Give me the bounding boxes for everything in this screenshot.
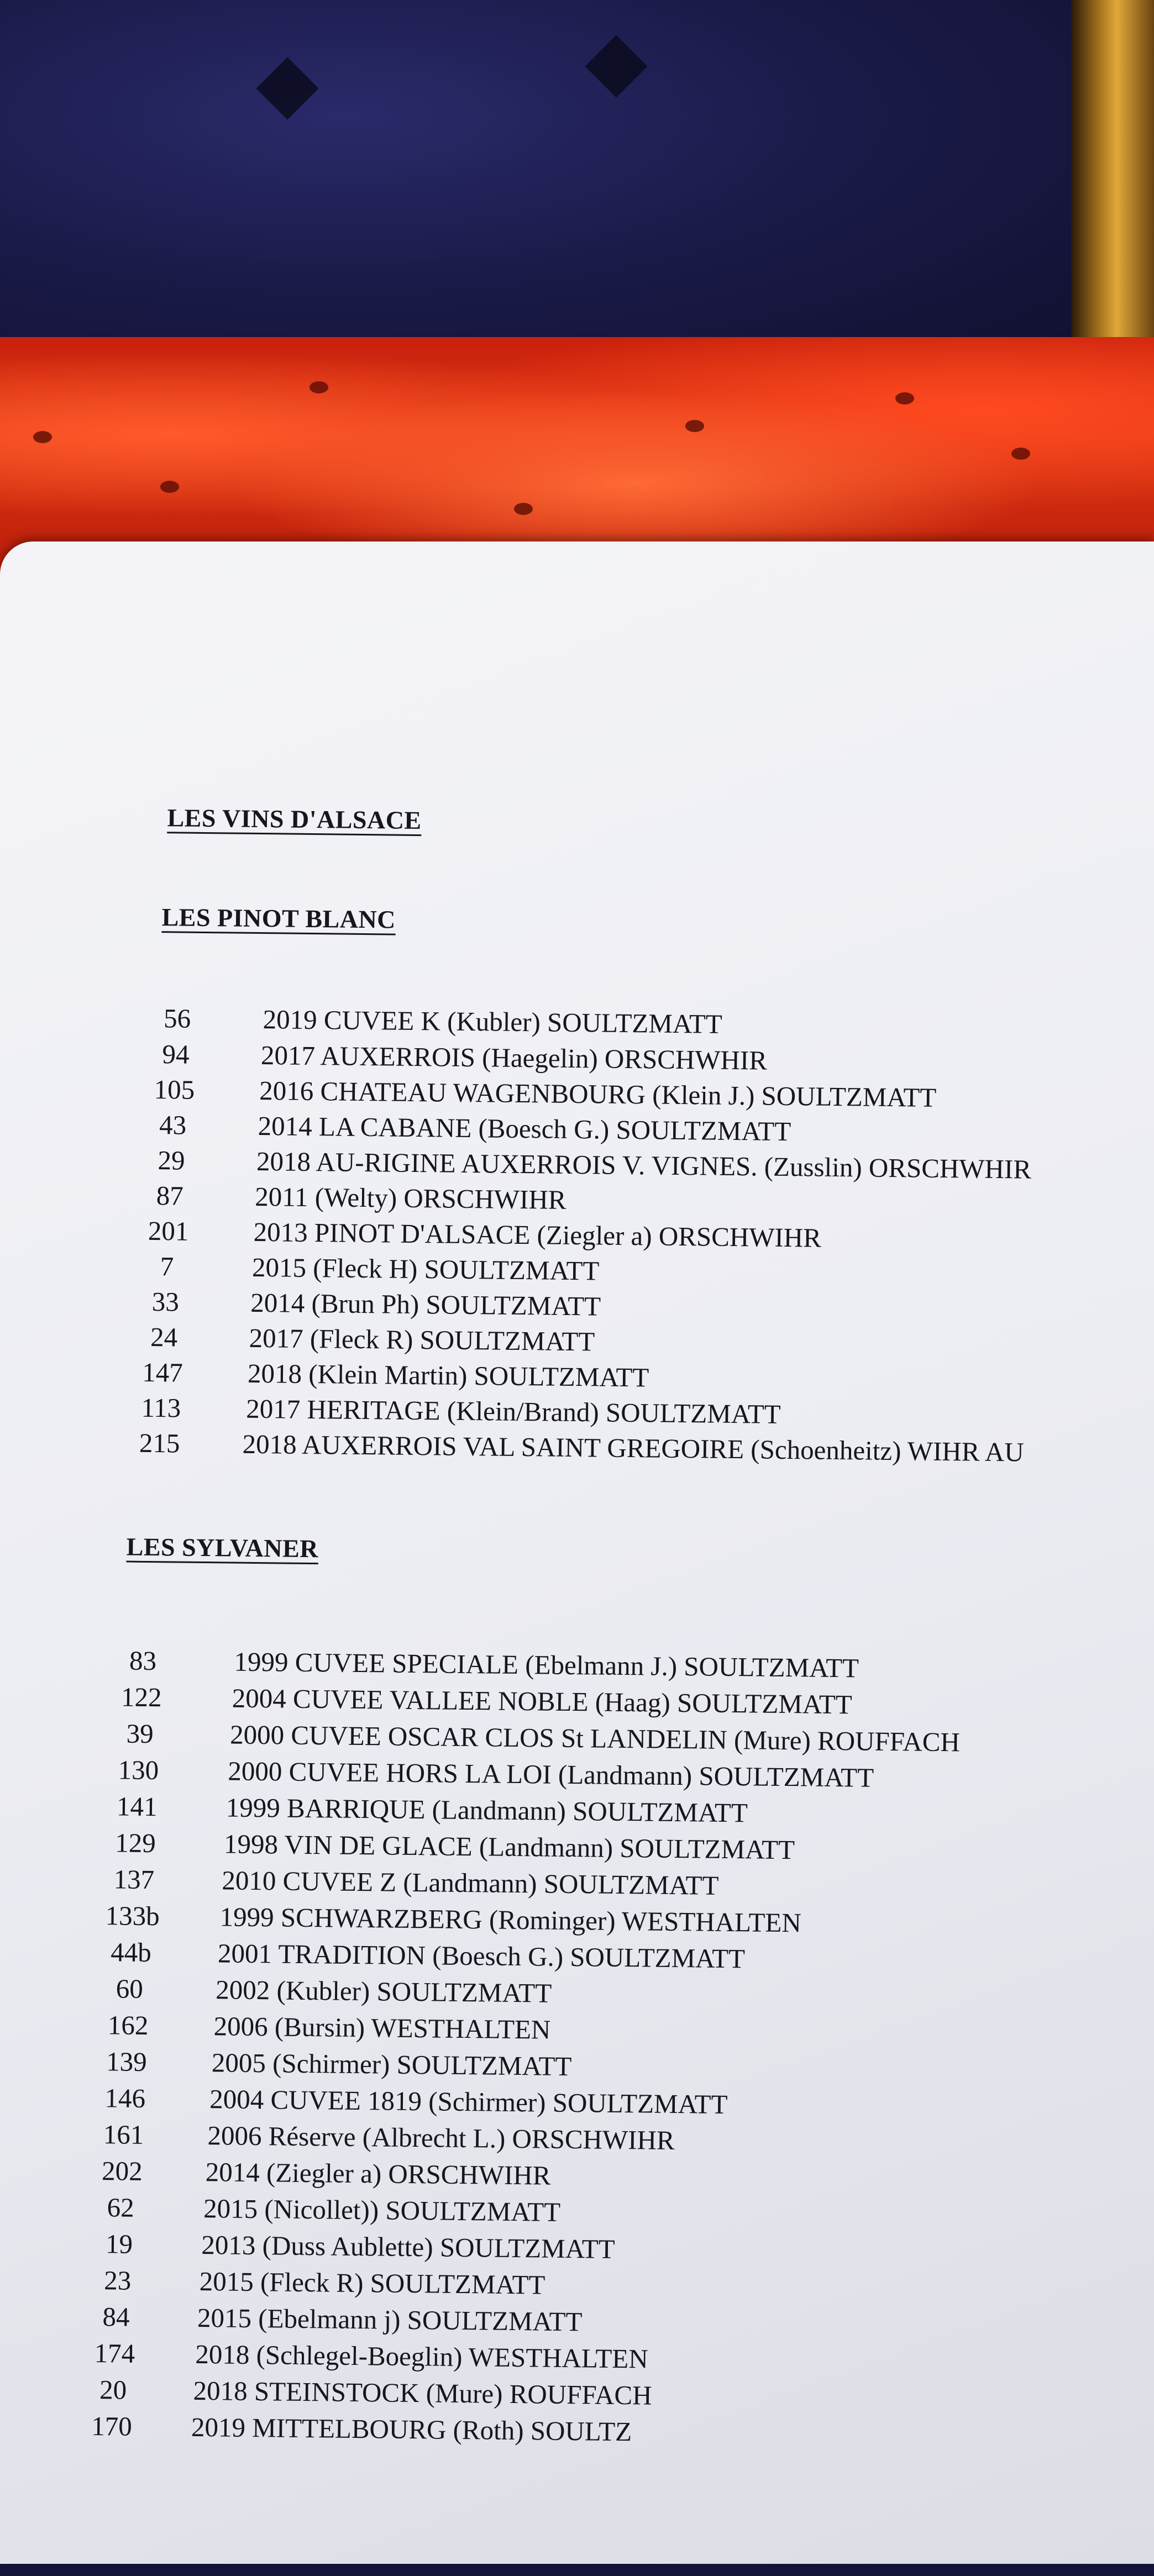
wine-description: 2004 CUVEE 1819 (Schirmer) SOULTZMATT xyxy=(209,2084,728,2120)
wine-description: 2000 CUVEE OSCAR CLOS St LANDELIN (Mure) ROUFFACH xyxy=(229,1719,961,1758)
wine-number: 130 xyxy=(118,1754,159,1786)
wine-description: 1999 SCHWARZBERG (Rominger) WESTHALTEN xyxy=(219,1901,802,1938)
wine-number: 161 xyxy=(103,2119,144,2150)
wine-description: 2006 (Bursin) WESTHALTEN xyxy=(213,2011,551,2045)
wine-number: 137 xyxy=(113,1864,155,1895)
wine-description: 2006 Réserve (Albrecht L.) ORSCHWIHR xyxy=(207,2120,675,2156)
wine-number: 83 xyxy=(129,1645,157,1676)
wine-number: 60 xyxy=(116,1973,144,2004)
document-title: LES VINS D'ALSACE xyxy=(167,803,422,835)
wine-description: 2017 (Fleck R) SOULTZMATT xyxy=(249,1322,595,1357)
wine-description: 2001 TRADITION (Boesch G.) SOULTZMATT xyxy=(217,1938,746,1974)
wine-number: 33 xyxy=(151,1286,180,1317)
wine-number: 20 xyxy=(99,2374,127,2405)
wine-description: 2016 CHATEAU WAGENBOURG (Klein J.) SOULTZMATT xyxy=(259,1075,937,1113)
wine-description: 1998 VIN DE GLACE (Landmann) SOULTZMATT xyxy=(223,1828,795,1865)
wine-description: 2014 (Ziegler a) ORSCHWIHR xyxy=(205,2157,551,2191)
wine-number: 139 xyxy=(106,2046,147,2077)
wine-description: 2015 (Nicollet)) SOULTZMATT xyxy=(203,2193,561,2227)
wine-number: 105 xyxy=(154,1074,195,1105)
wine-description: 2018 AU-RIGINE AUXERROIS V. VIGNES. (Zusslin) ORSCHWHIR xyxy=(256,1145,1032,1185)
wine-description: 1999 BARRIQUE (Landmann) SOULTZMATT xyxy=(225,1792,748,1828)
wine-number: 170 xyxy=(91,2410,133,2442)
wine-number: 43 xyxy=(159,1110,187,1140)
wine-number: 24 xyxy=(150,1321,178,1353)
section-heading-sylvaner: LES SYLVANER xyxy=(126,1532,319,1563)
wine-number: 62 xyxy=(107,2192,134,2223)
wine-number: 129 xyxy=(115,1827,156,1859)
wine-number: 147 xyxy=(141,1357,183,1388)
wine-description: 2014 (Brun Ph) SOULTZMATT xyxy=(250,1287,601,1322)
section-heading-pinot-blanc: LES PINOT BLANC xyxy=(161,903,396,934)
wine-number: 39 xyxy=(126,1718,154,1749)
wine-number: 162 xyxy=(107,2010,149,2041)
wine-description: 2018 STEINSTOCK (Mure) ROUFFACH xyxy=(193,2375,652,2411)
wine-number: 201 xyxy=(148,1215,189,1247)
wine-description: 2011 (Welty) ORSCHWIHR xyxy=(255,1181,566,1215)
wine-number: 113 xyxy=(141,1392,181,1423)
wine-description: 2015 (Fleck H) SOULTZMATT xyxy=(251,1252,600,1286)
wine-number: 84 xyxy=(102,2301,130,2332)
wine-number: 141 xyxy=(116,1791,158,1822)
wine-description: 2013 (Duss Aublette) SOULTZMATT xyxy=(201,2230,615,2264)
wine-description: 1999 CUVEE SPECIALE (Ebelmann J.) SOULTZMATT xyxy=(234,1646,859,1684)
wine-number: 94 xyxy=(162,1039,190,1070)
wine-description: 2013 PINOT D'ALSACE (Ziegler a) ORSCHWIHR xyxy=(253,1216,822,1253)
wine-description: 2004 CUVEE VALLEE NOBLE (Haag) SOULTZMATT xyxy=(232,1683,852,1720)
wine-number: 56 xyxy=(163,1003,191,1034)
wine-number: 29 xyxy=(158,1145,185,1176)
wine-number: 44b xyxy=(110,1937,152,1968)
wine-number: 122 xyxy=(120,1681,162,1713)
wine-number: 215 xyxy=(139,1427,180,1459)
wine-number: 146 xyxy=(104,2083,146,2114)
wine-description: 2015 (Fleck R) SOULTZMATT xyxy=(199,2266,545,2300)
wine-description: 2018 AUXERROIS VAL SAINT GREGOIRE (Schoenheitz) WIHR AU xyxy=(242,1428,1025,1468)
wine-number: 202 xyxy=(101,2156,143,2186)
wine-description: 2017 HERITAGE (Klein/Brand) SOULTZMATT xyxy=(246,1393,781,1429)
wine-description: 2017 AUXERROIS (Haegelin) ORSCHWHIR xyxy=(260,1040,768,1076)
wine-number: 7 xyxy=(160,1251,174,1282)
wine-number: 19 xyxy=(105,2228,133,2259)
wine-description: 2018 (Klein Martin) SOULTZMATT xyxy=(247,1358,649,1393)
wine-number: 23 xyxy=(104,2265,132,2296)
wine-number: 174 xyxy=(94,2338,135,2369)
wine-number: 133b xyxy=(105,1900,160,1932)
wine-description: 2015 (Ebelmann j) SOULTZMATT xyxy=(197,2302,583,2337)
wine-description: 2002 (Kubler) SOULTZMATT xyxy=(216,1974,552,2009)
wine-description: 2010 CUVEE Z (Landmann) SOULTZMATT xyxy=(222,1865,719,1901)
wine-description: 2005 (Schirmer) SOULTZMATT xyxy=(211,2047,572,2082)
wine-description: 2019 CUVEE K (Kubler) SOULTZMATT xyxy=(263,1004,723,1039)
wine-description: 2000 CUVEE HORS LA LOI (Landmann) SOULTZMATT xyxy=(228,1755,874,1793)
wine-description: 2018 (Schlegel-Boeglin) WESTHALTEN xyxy=(195,2338,648,2374)
wine-number: 87 xyxy=(156,1180,184,1211)
wine-description: 2019 MITTELBOURG (Roth) SOULTZ xyxy=(191,2411,632,2447)
wine-description: 2014 LA CABANE (Boesch G.) SOULTZMATT xyxy=(258,1111,791,1147)
